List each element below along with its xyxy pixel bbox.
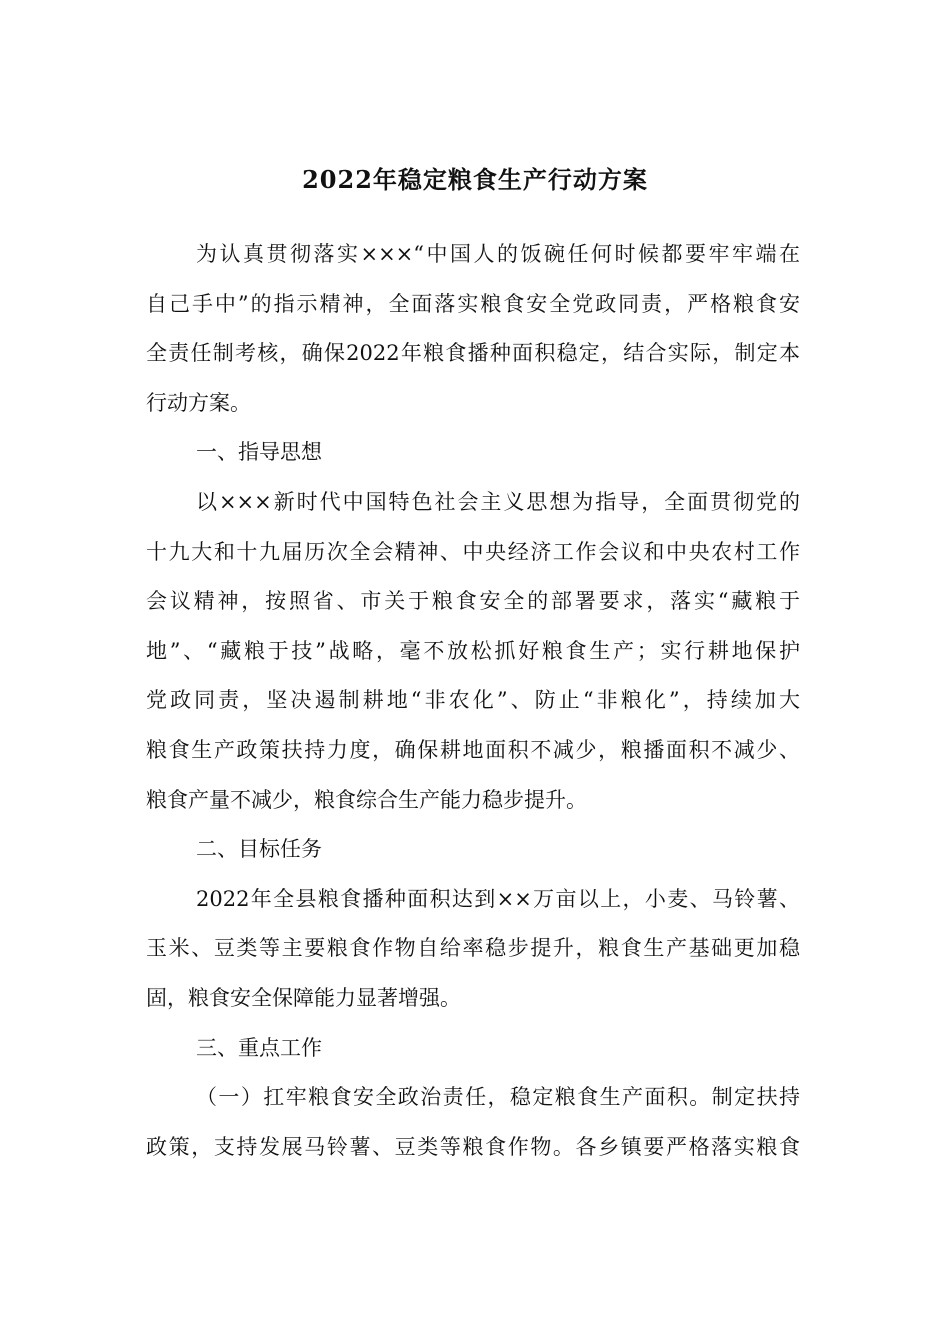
paragraph [146, 875, 800, 1024]
text-line: 粮食产量不减少，粮食综合生产能力稳步提升。 [146, 787, 587, 812]
text-line: （一）扛牢粮食安全政治责任，稳定粮食生产面积。制定扶持 [196, 1085, 800, 1110]
text-line: 二、目标任务 [196, 837, 322, 862]
document-title: 2022年稳定粮食生产行动方案 [302, 165, 648, 194]
text-line: 政策，支持发展马铃薯、豆类等粮食作物。各乡镇要严格落实粮食 [146, 1134, 800, 1159]
text-line: 2022年全县粮食播种面积达到××万亩以上，小麦、马铃薯、 [196, 886, 800, 911]
text-line: 一、指导思想 [196, 440, 322, 465]
text-line: 会议精神，按照省、市关于粮食安全的部署要求，落实“藏粮于 [146, 589, 800, 614]
text-line: 党政同责，坚决遏制耕地“非农化”、防止“非粮化”，持续加大 [146, 688, 800, 713]
text-line: 粮食生产政策扶持力度，确保耕地面积不减少，粮播面积不减少、 [146, 737, 800, 762]
text-line: 三、重点工作 [196, 1035, 322, 1060]
text-line: 地”、“藏粮于技”战略，毫不放松抓好粮食生产；实行耕地保护 [146, 638, 800, 663]
document-body [146, 230, 800, 1172]
text-line: 固，粮食安全保障能力显著增强。 [146, 985, 461, 1010]
text-line: 自己手中”的指示精神，全面落实粮食安全党政同责，严格粮食安 [146, 291, 800, 316]
paragraph [146, 1073, 800, 1172]
text-line: 十九大和十九届历次全会精神、中央经济工作会议和中央农村工作 [146, 539, 800, 564]
text-line: 玉米、豆类等主要粮食作物自给率稳步提升，粮食生产基础更加稳 [146, 936, 800, 961]
text-line: 以×××新时代中国特色社会主义思想为指导，全面贯彻党的 [196, 489, 800, 514]
paragraph [146, 428, 800, 478]
text-line: 全责任制考核，确保2022年粮食播种面积稳定，结合实际，制定本 [146, 341, 800, 366]
paragraph [146, 1024, 800, 1074]
text-line: 为认真贯彻落实×××“中国人的饭碗任何时候都要牢牢端在 [196, 242, 800, 266]
text-line: 行动方案。 [146, 390, 251, 415]
paragraph [146, 230, 800, 428]
paragraph [146, 478, 800, 825]
paragraph [146, 825, 800, 875]
